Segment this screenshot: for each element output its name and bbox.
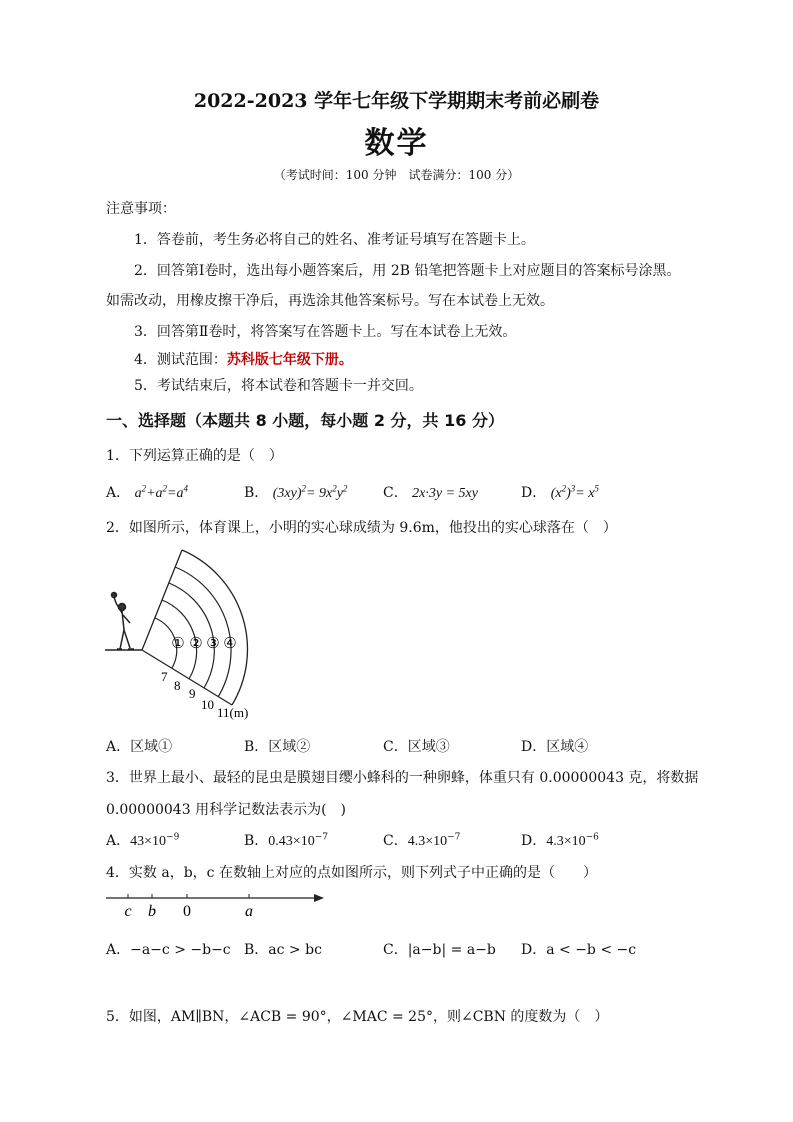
point-b-label: b	[148, 903, 156, 920]
student-figure-icon	[112, 593, 135, 650]
note-item-5: 5．考试结束后，将本试卷和答题卡一并交回。	[134, 378, 423, 394]
q1-option-d-label: D．	[521, 485, 547, 501]
q4-stem: 4．实数 a，b，c 在数轴上对应的点如图所示，则下列式子中正确的是（ ）	[106, 865, 597, 881]
q4-option-a: A．−a−c > −b−c	[106, 942, 231, 958]
q4-option-c: C．|a−b| = a−b	[383, 942, 496, 958]
section-title: 一、选择题（本题共 8 小题，每小题 2 分，共 16 分）	[106, 411, 504, 430]
distance-tick-11: 11(m)	[217, 705, 249, 720]
q2-stem: 2．如图所示，体育课上，小明的实心球成绩为 9.6m，他投出的实心球落在（ ）	[106, 520, 617, 536]
notes-heading: 注意事项：	[106, 201, 176, 217]
zone-2-label: ②	[189, 636, 203, 652]
q3-stem-line2: 0.00000043 用科学记数法表示为( )	[106, 802, 346, 818]
note-item-4-scope: 苏科版七年级下册。	[226, 352, 353, 368]
note-item-1: 1．答卷前，考生务必将自己的姓名、准考证号填写在答题卡上。	[134, 232, 535, 248]
note-item-4-prefix: 4．测试范围：	[134, 352, 227, 368]
note-item-2-cont: 如需改动，用橡皮擦干净后，再选涂其他答案标号。写在本试卷上无效。	[106, 293, 554, 309]
q3-option-b: B．$0.43\times 10^{-7}$	[244, 832, 328, 849]
q1-option-c-label: C．	[383, 485, 408, 501]
q1-option-a-label: A．	[106, 485, 131, 501]
exam-subject: 数学	[364, 126, 429, 161]
arc-10	[175, 567, 231, 697]
q1-option-c: C． 2x·3y = 5xy	[383, 485, 478, 501]
q3-stem-line1: 3．世界上最小、最轻的昆虫是膜翅目缨小蜂科的一种卵蜂，体重只有 0.00000043 克，将数据	[106, 770, 699, 786]
distance-tick-9: 9	[189, 686, 196, 701]
point-c-label: c	[124, 903, 132, 920]
number-line-arrow-icon	[314, 894, 324, 902]
q3-option-c: C．$4.3\times 10^{-7}$	[383, 832, 461, 849]
exam-title: 2022-2023 学年七年级下学期期末考前必刷卷	[193, 90, 600, 112]
distance-tick-10: 10	[201, 697, 214, 712]
q2-option-b: B．区域②	[244, 739, 311, 755]
q2-option-d: D．区域④	[521, 739, 589, 755]
note-item-3: 3．回答第Ⅱ卷时，将答案写在答题卡上。写在本试卷上无效。	[134, 324, 517, 340]
q2-option-a: A．区域①	[106, 739, 173, 755]
q1-stem: 1．下列运算正确的是（ ）	[106, 448, 283, 464]
zone-1-label: ①	[171, 636, 185, 652]
q1-option-b: B． $(3xy)^2= 9x^2y^2$	[244, 483, 348, 501]
distance-tick-7: 7	[161, 669, 168, 684]
q5-stem: 5．如图，AM∥BN，∠ACB = 90°，∠MAC = 25°，则∠CBN 的度数为（ ）	[106, 1009, 609, 1025]
q4-option-b: B．ac > bc	[244, 942, 322, 958]
number-line-figure	[106, 888, 331, 922]
q1-option-b-label: B．	[244, 485, 269, 501]
note-item-2: 2．回答第Ⅰ卷时，选出每小题答案后，用 2B 铅笔把答题卡上对应题目的答案标号涂黑。	[134, 263, 681, 279]
point-a-label: a	[245, 903, 253, 920]
exam-meta: （考试时间：100 分钟 试卷满分：100 分）	[273, 168, 520, 182]
distance-tick-8: 8	[174, 678, 181, 693]
q2-option-c: C．区域③	[383, 739, 450, 755]
q3-option-a: A．$43\times 10^{-9}$	[106, 832, 180, 849]
point-0-label: 0	[183, 903, 191, 920]
throwing-field-figure	[100, 545, 290, 725]
q1-option-a: A． $a^2+a^2=a^4$	[106, 483, 188, 501]
note-item-4	[134, 349, 353, 369]
q1-option-d: D． $(x^2)^3= x^5$	[521, 483, 599, 501]
q3-option-d: D．$4.3\times 10^{-6}$	[521, 832, 599, 849]
q4-option-d: D．a < −b < −c	[521, 942, 637, 958]
zone-3-label: ③	[206, 636, 220, 652]
zone-4-label: ④	[223, 636, 237, 652]
